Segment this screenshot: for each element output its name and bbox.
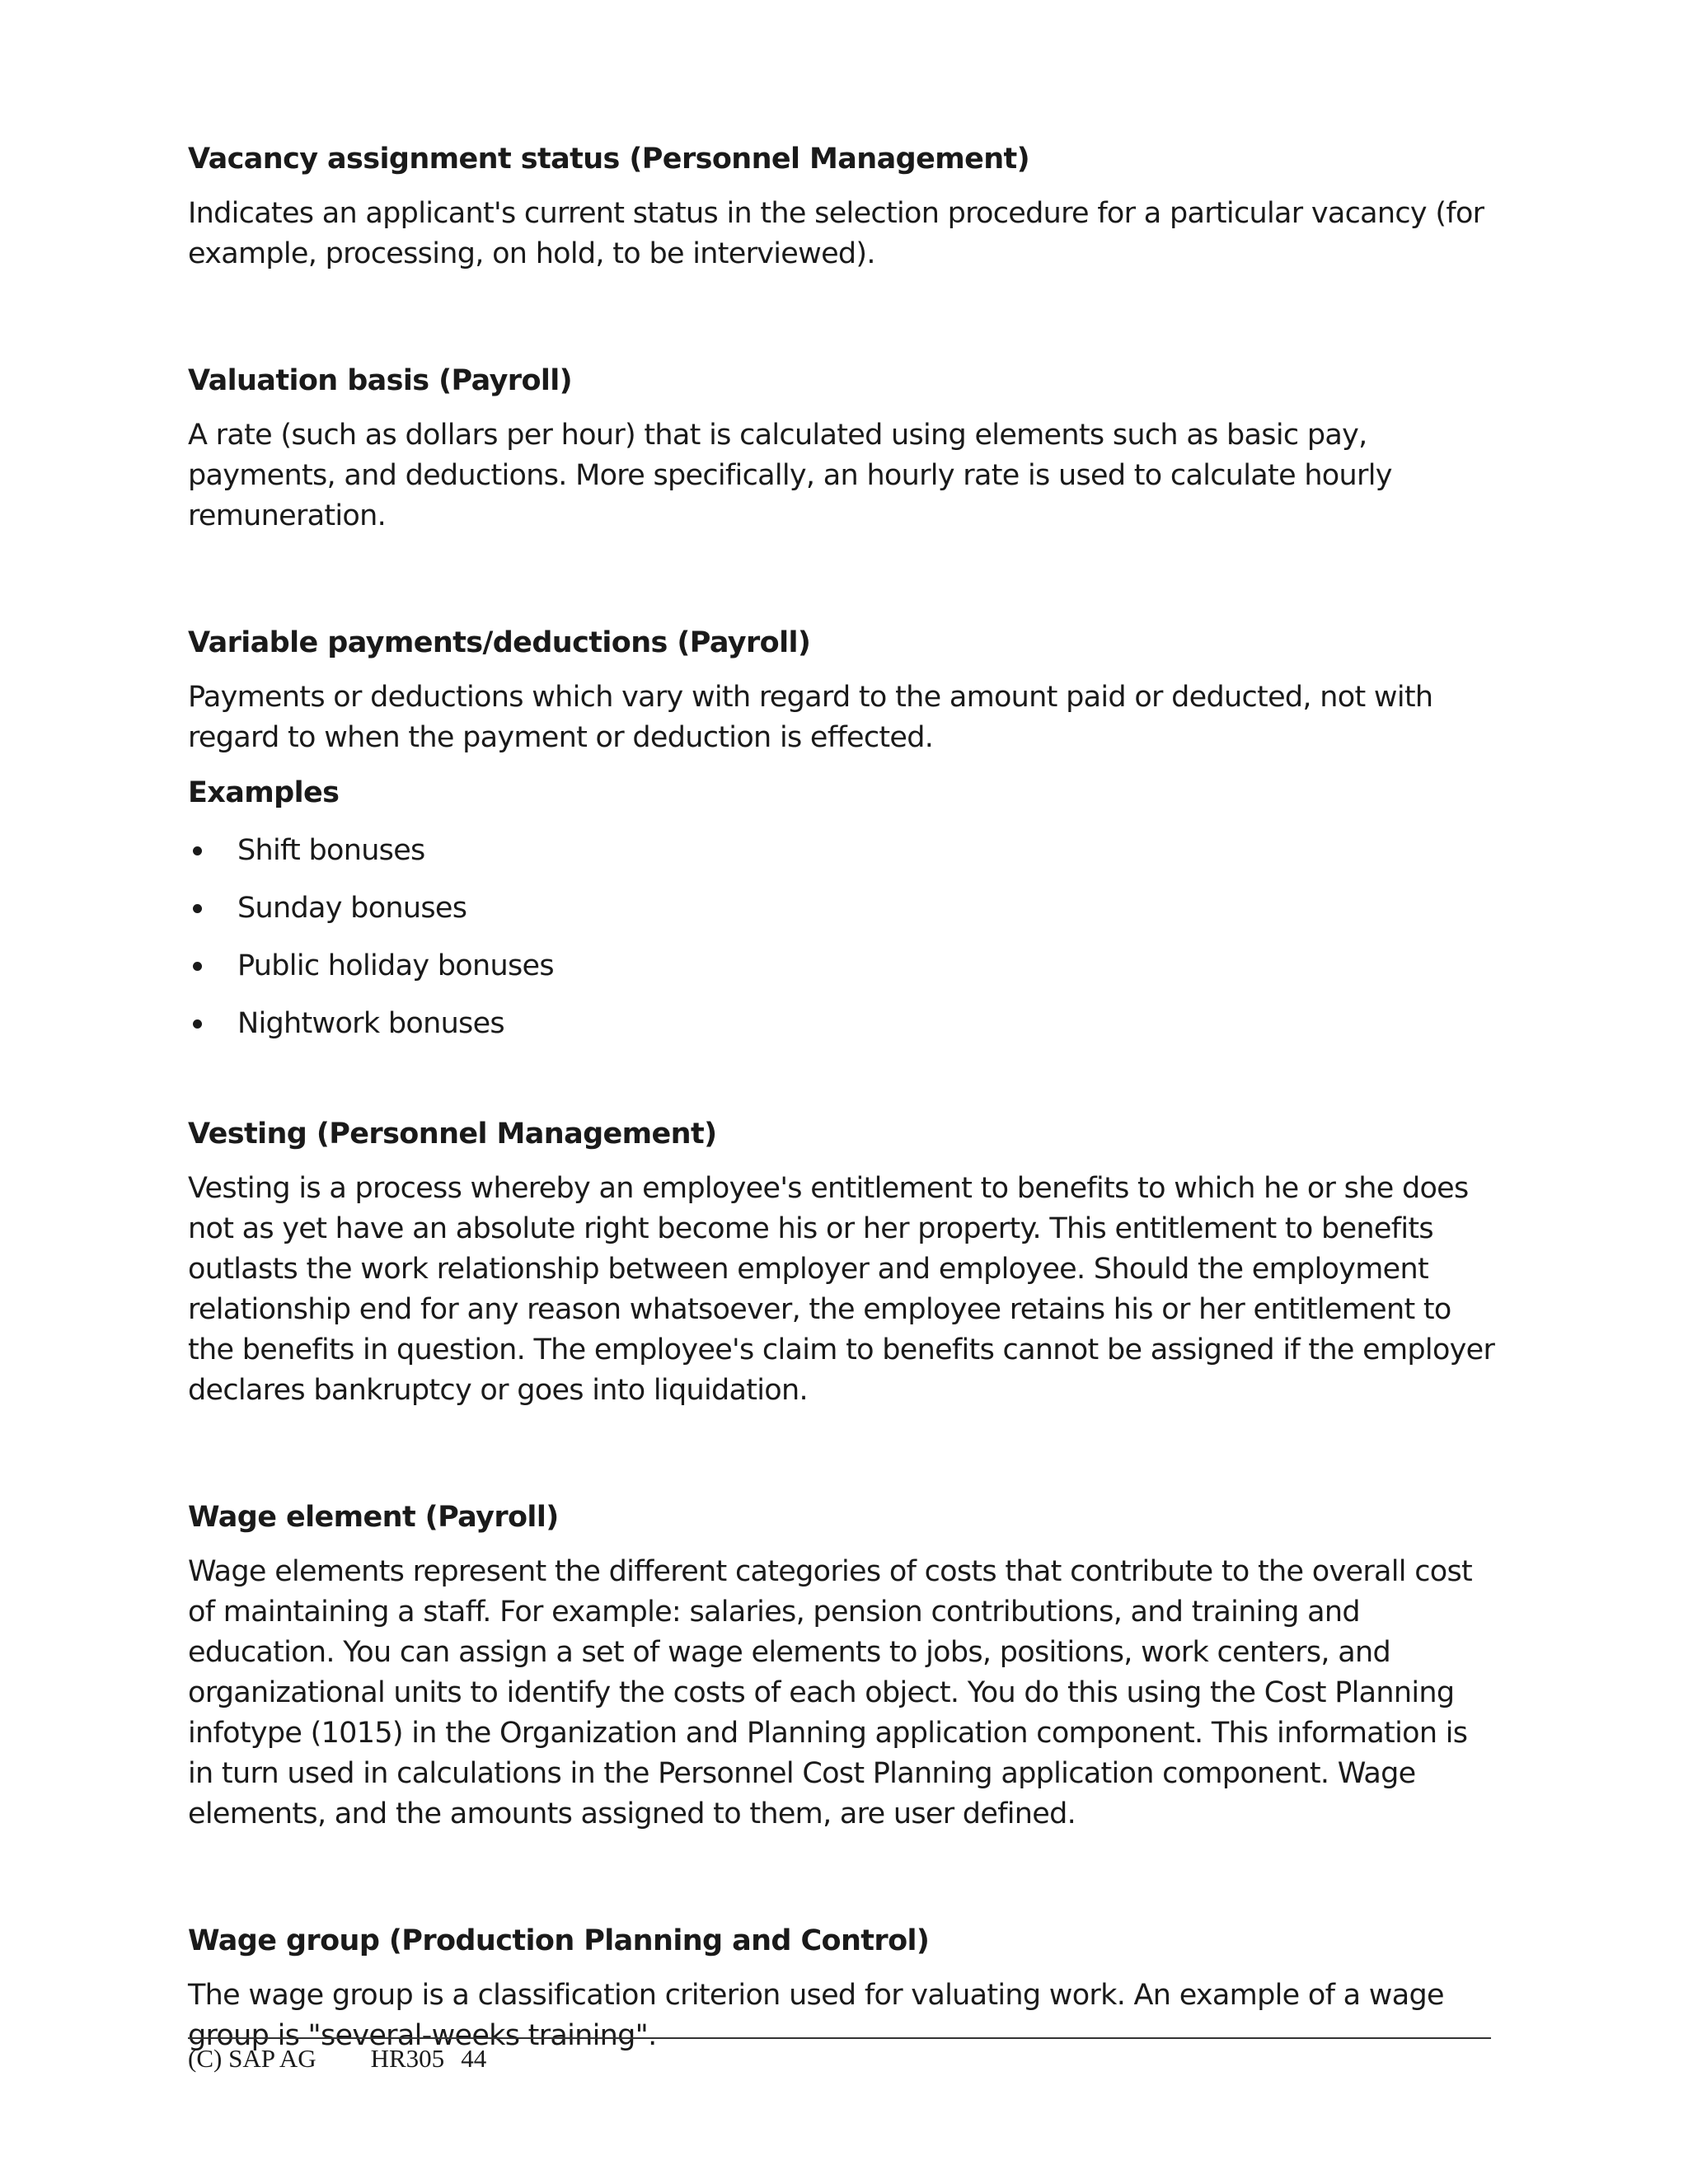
list-item-text: Public holiday bonuses	[237, 949, 554, 982]
entry-term: Valuation basis (Payroll)	[188, 364, 573, 397]
list-item	[188, 830, 1498, 871]
glossary-entry-variable-payments	[188, 622, 1498, 1044]
examples-list	[188, 830, 1498, 1044]
entry-definition: Indicates an applicant's current status in the selection procedure for a particular vacancy (for example, processing, on hold, to be interviewed).	[188, 197, 1484, 270]
entry-definition: A rate (such as dollars per hour) that is calculated using elements such as basic pay, payments, and deductions. More specifically, an hourly rate is used to calculate hourly remuneration.	[188, 419, 1392, 532]
page-footer	[188, 2041, 486, 2077]
examples-heading: Examples	[188, 776, 340, 809]
entry-term: Wage group (Production Planning and Control)	[188, 1924, 930, 1957]
list-item	[188, 945, 1498, 987]
glossary-entry-wage-element	[188, 1497, 1498, 1835]
bullet-icon	[193, 1019, 202, 1029]
glossary-page	[188, 138, 1498, 2056]
entry-definition: Vesting is a process whereby an employee's entitlement to benefits to which he or she does not as yet have an absolute right become his or her property. This entitlement to benefits outlasts the work relationship between employer and employee. Should the employment relationship end for any reason whatsoever, the employee retains his or her entitlement to the benefits in question. The employee's claim to benefits cannot be assigned if the employer declares bankruptcy or goes into liquidation.	[188, 1172, 1495, 1407]
glossary-entry-wage-group	[188, 1920, 1498, 2056]
list-item	[188, 1003, 1498, 1044]
footer-course-code: HR305	[370, 2044, 445, 2073]
entry-term: Vesting (Personnel Management)	[188, 1118, 717, 1151]
entry-term: Vacancy assignment status (Personnel Management)	[188, 143, 1030, 176]
footer-copyright: (C) SAP AG	[188, 2044, 316, 2073]
bullet-icon	[193, 962, 202, 971]
list-item-text: Shift bonuses	[237, 834, 425, 867]
footer-divider	[188, 2037, 1491, 2039]
footer-page-number: 44	[461, 2044, 487, 2073]
bullet-icon	[193, 904, 202, 913]
entry-definition: The wage group is a classification criterion used for valuating work. An example of a wage group is "several-weeks training".	[188, 1979, 1444, 2052]
list-item-text: Sunday bonuses	[237, 892, 467, 925]
list-item	[188, 888, 1498, 929]
glossary-entry-valuation-basis	[188, 360, 1498, 537]
glossary-entry-vacancy-assignment-status	[188, 138, 1498, 274]
entry-term: Wage element (Payroll)	[188, 1501, 559, 1534]
glossary-entry-vesting	[188, 1113, 1498, 1411]
entry-definition: Payments or deductions which vary with regard to the amount paid or deducted, not with regard to when the payment or deduction is effected.	[188, 681, 1433, 754]
list-item-text: Nightwork bonuses	[237, 1007, 504, 1040]
entry-term: Variable payments/deductions (Payroll)	[188, 626, 811, 659]
entry-definition: Wage elements represent the different categories of costs that contribute to the overall cost of maintaining a staff. For example: salaries, pension contributions, and training and education. You can assign a set of wage elements to jobs, positions, work centers, and organizational units to identify the costs of each object. You do this using the Cost Planning infotype (1015) in the Organization and Planning application component. This information is in turn used in calculations in the Personnel Cost Planning application component. Wage elements, and the amounts assigned to them, are user defined.	[188, 1555, 1473, 1830]
bullet-icon	[193, 846, 202, 855]
